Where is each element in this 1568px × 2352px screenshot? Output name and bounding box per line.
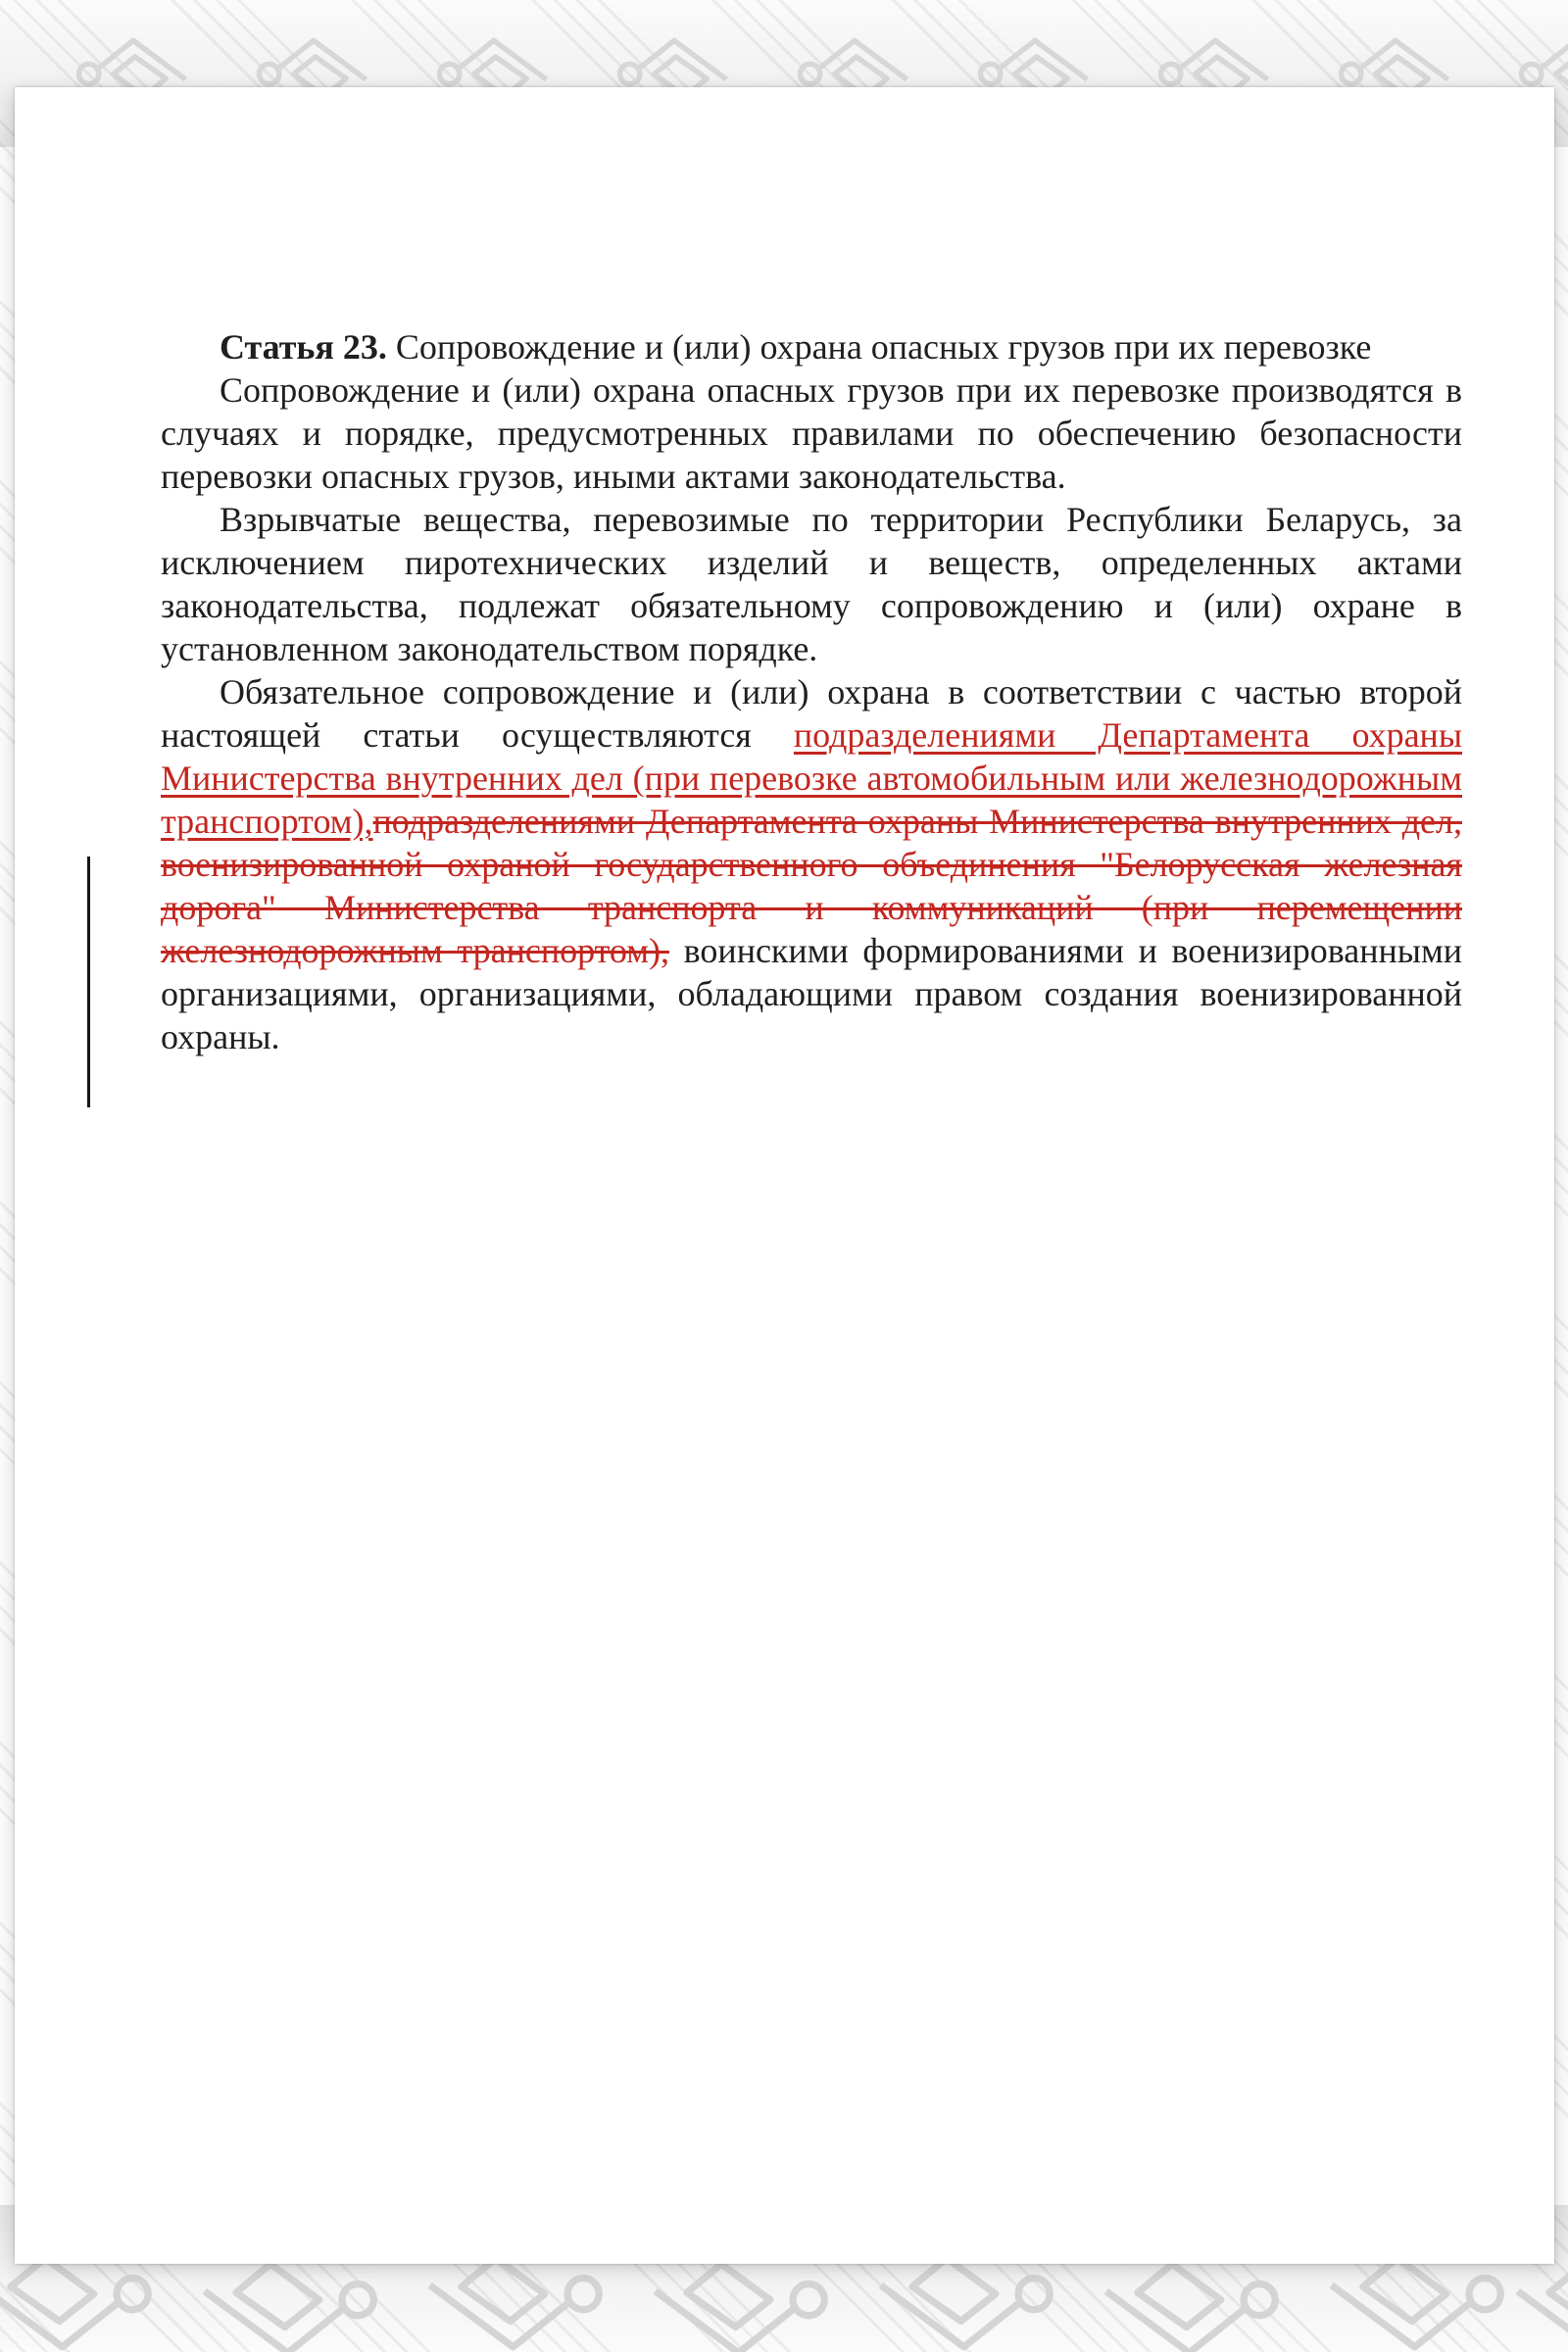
document-body <box>161 325 1462 1058</box>
document-page <box>15 87 1554 2264</box>
paragraph-3-lead-text: Обязательное сопровождение и (или) охрана в соответствии с частью второй настоящей статьи осуществляются <box>161 672 1462 755</box>
paragraph-2: Взрывчатые вещества, перевозимые по территории Республики Беларусь, за исключением пиротехнических изделий и веществ, определенных актами законодательства, подлежат обязательному сопровождению и (или) охране в установленном законодательством порядке. <box>161 500 1462 668</box>
article-title <box>161 325 1462 368</box>
article-number: Статья 23. <box>220 327 387 367</box>
article-title-text: Сопровождение и (или) охрана опасных грузов при их перевозке <box>395 327 1372 367</box>
paragraph-3-revision <box>161 670 1462 1058</box>
inserted-text: подразделениями Департамента охраны Министерства внутренних дел (при перевозке автомобильным или железнодорожным транспортом), <box>161 715 1463 841</box>
change-bar <box>87 857 90 1107</box>
paragraph-3-tail-text: воинскими формированиями и военизированными организациями, организациями, обладающими правом создания военизированной охраны. <box>161 931 1463 1056</box>
paragraph-1: Сопровождение и (или) охрана опасных грузов при их перевозке производятся в случаях и порядке, предусмотренных правилами по обеспечению безопасности перевозки опасных грузов, иными актами законодательства. <box>161 370 1462 496</box>
deleted-text: подразделениями Департамента охраны Министерства внутренних дел, военизированной охраной государственного объединения "Белорусская железная дорога" Министерства транспорта и коммуникаций (при перемещении железнодорожным транспортом), <box>161 802 1462 970</box>
